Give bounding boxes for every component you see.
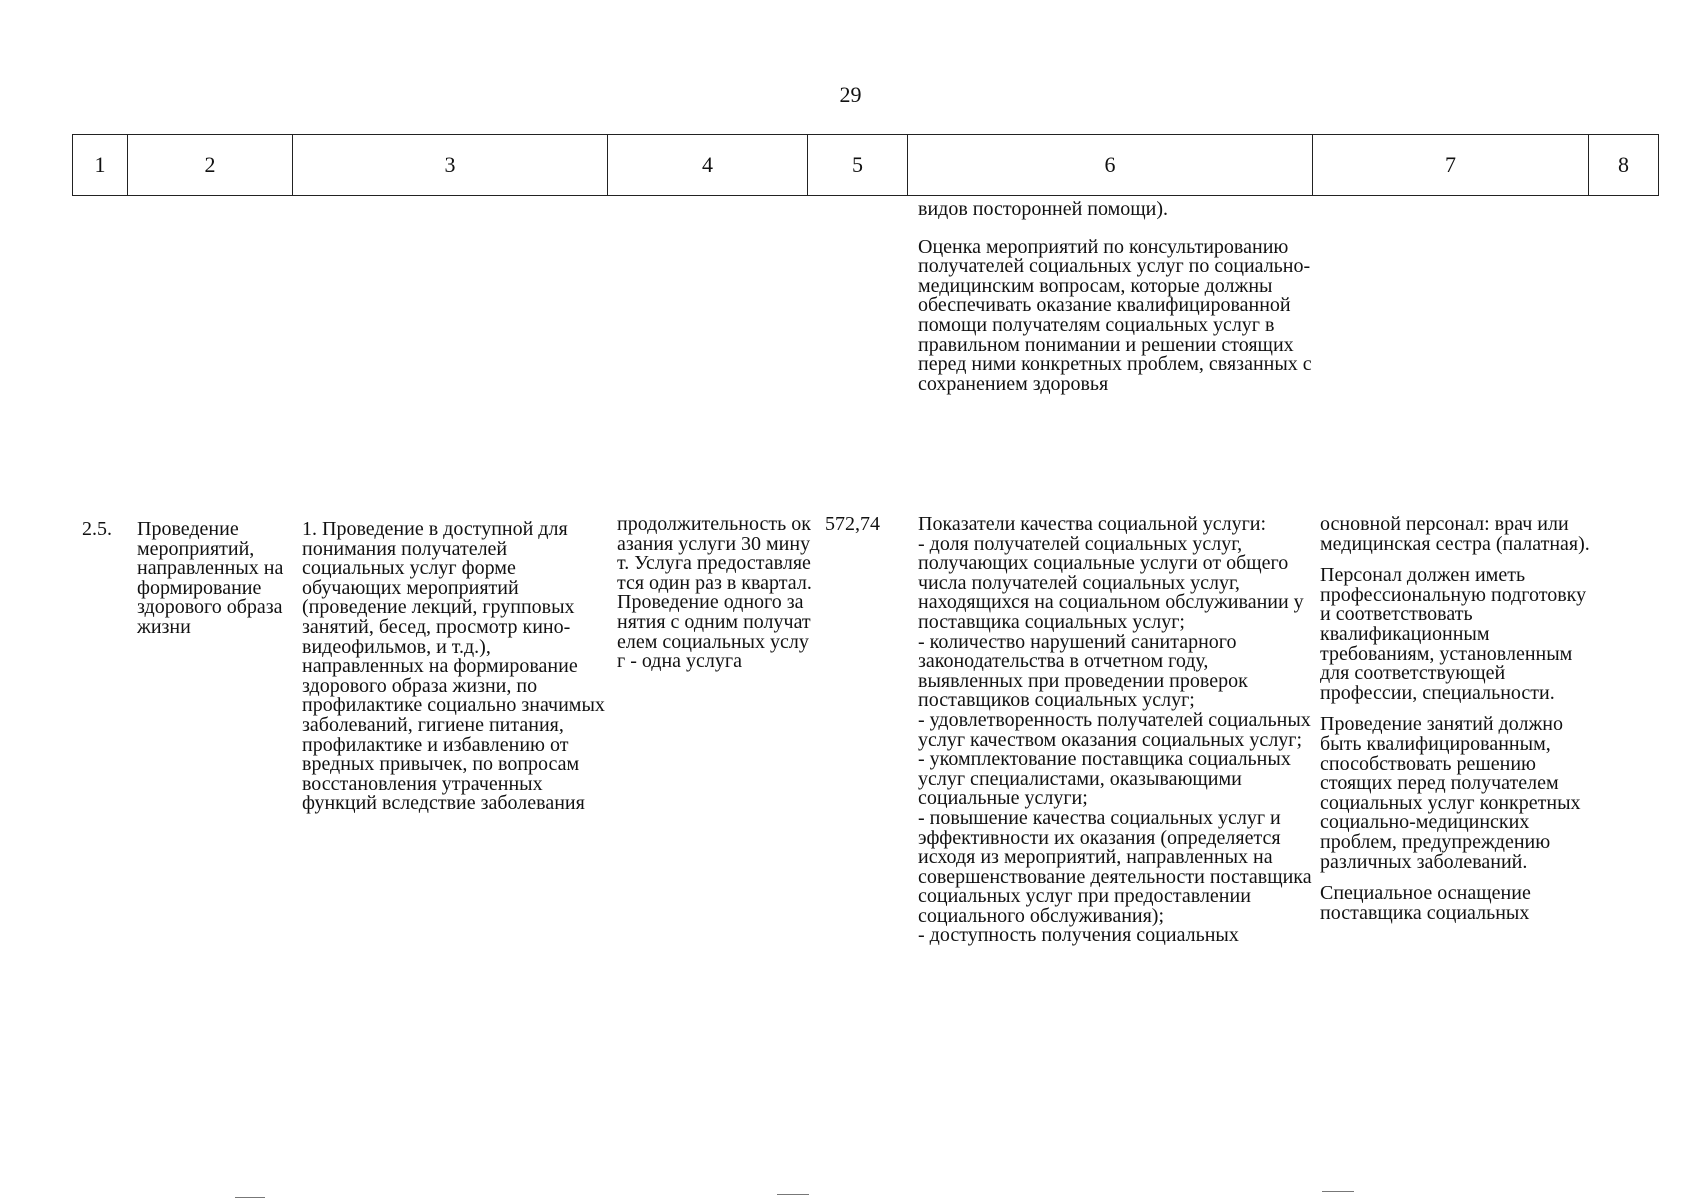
header-col-7: 7 <box>1313 135 1589 196</box>
conditions-paragraph-4: Специальное оснащение поставщика социальных <box>1320 882 1531 924</box>
service-name: Проведение мероприятий, направленных на формирование здорового образа жизни <box>137 518 284 638</box>
continuation-col-6 <box>918 200 1318 406</box>
header-col-2: 2 <box>128 135 293 196</box>
conditions-paragraph-1: основной персонал: врач или медицинская сестра (палатная). <box>1320 513 1590 555</box>
column-number-header <box>72 134 1659 196</box>
header-col-1: 1 <box>73 135 128 196</box>
continuation-text-1: видов посторонней помощи). <box>918 198 1169 220</box>
page-number: 29 <box>839 82 862 107</box>
service-conditions <box>1320 515 1600 935</box>
service-description: 1. Проведение в доступной для понимания получателей социальных услуг форме обучающих мероприятий (проведение лекций, групповых занятий, бесед, просмотр кино-видеофильмов, и т.д.), направленных на формирование здорового образа жизни, по профилактике социально значимых заболеваний, гигиене питания, профилактике и избавлению от вредных привычек, по вопросам восстановления утраченных функций вследствие заболевания <box>302 518 605 815</box>
scan-artifact <box>1322 1191 1354 1192</box>
header-col-6: 6 <box>908 135 1313 196</box>
quality-indicators: Показатели качества социальной услуги: - доля получателей социальных услуг, получающих социальные услуги от общего числа получателей социальных услуг, находящихся на социальном обслуживании у поставщика социальных услуг; - количество нарушений санитарного законодательства в отчетном году, выявленных при проведении проверок поставщиков социальных услуг; - удовлетворенность получателей социальных услуг качеством оказания социальных услуг; - укомплектование поставщика социальных услуг специалистами, оказывающими социальные услуги; - повышение качества социальных услуг и эффективности их оказания (определяется исходя из мероприятий, направленных на совершенствование деятельности поставщика социальных услуг при предоставлении социального обслуживания); - доступность получения социальных <box>918 513 1312 947</box>
header-col-8: 8 <box>1589 135 1659 196</box>
conditions-paragraph-2: Персонал должен иметь профессиональную подготовку и соответствовать квалификационным требованиям, установленным для соответствующей профессии, специальности. <box>1320 564 1587 704</box>
header-col-4: 4 <box>608 135 808 196</box>
continuation-text-2: Оценка мероприятий по консультированию получателей социальных услуг по социально-медицинским вопросам, которые должны обеспечивать оказание квалифицированной помощи получателям социальных услуг в правильном понимании и решении стоящих перед ними конкретных проблем, связанных с сохранением здоровья <box>918 235 1312 395</box>
header-col-5: 5 <box>808 135 908 196</box>
service-price: 572,74 <box>825 513 880 535</box>
scan-artifact <box>777 1194 809 1195</box>
row-number: 2.5. <box>82 518 112 540</box>
service-terms: продолжительность оказания услуги 30 минут. Услуга предоставляется один раз в квартал. Проведение одного занятия с одним получателем социальных услуг - одна услуга <box>617 513 812 673</box>
conditions-paragraph-3: Проведение занятий должно быть квалифицированным, способствовать решению стоящих перед получателем социальных услуг конкретных социально-медицинских проблем, предупреждению различных заболеваний. <box>1320 713 1581 873</box>
scan-artifact <box>235 1197 265 1198</box>
header-col-3: 3 <box>293 135 608 196</box>
